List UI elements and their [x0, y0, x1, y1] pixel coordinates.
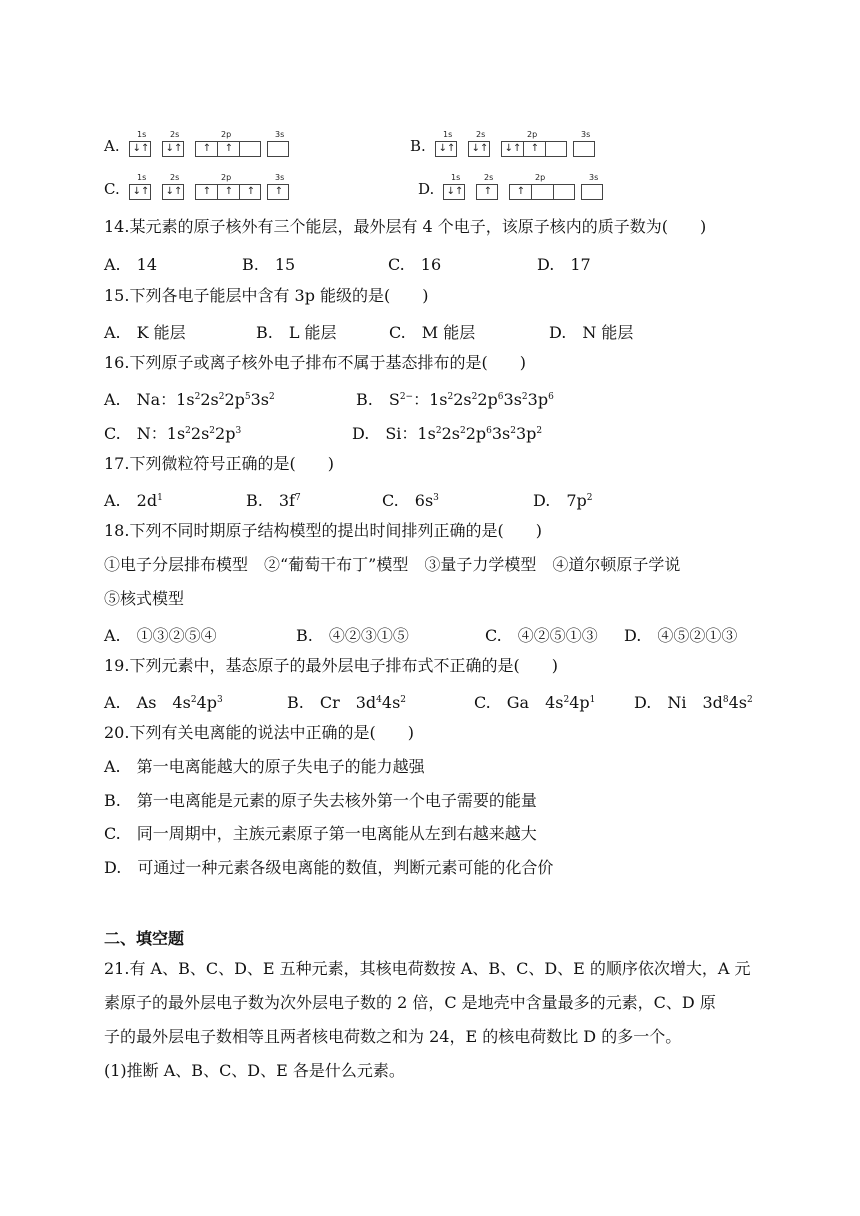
q20-option-b: B. 第一电离能是元素的原子失去核外第一个电子需要的能量	[104, 791, 537, 810]
q15-option-c: C. M 能层	[389, 323, 476, 342]
electron-arrows	[582, 185, 604, 199]
electron-arrows: ↑	[516, 186, 526, 197]
q14-option-c: C. 16	[388, 255, 442, 274]
q14-option-b: B. 15	[242, 255, 296, 274]
q20-stem: 20.下列有关电离能的说法中正确的是( )	[104, 723, 414, 742]
q14-stem: 14.某元素的原子核外有三个能层，最外层有 4 个电子，该原子核内的质子数为( )	[104, 217, 707, 236]
q21-line2: 素原子的最外层电子数为次外层电子数的 2 倍，C 是地壳中含量最多的元素，C、D 原	[104, 993, 716, 1012]
electron-arrows: ↓↑	[132, 143, 150, 154]
electron-arrows	[546, 142, 568, 156]
orbital-label: 2s	[476, 130, 486, 139]
q17-option-d: D. $7p^2$	[533, 491, 593, 510]
orbital-option-letter: D.	[418, 180, 435, 198]
orbital-diagram	[443, 173, 613, 203]
q18-option-c: C. ④②⑤①③	[485, 626, 598, 645]
orbital-box	[162, 184, 184, 200]
orbital-box	[468, 141, 490, 157]
electron-arrows	[554, 185, 576, 199]
electron-arrows: ↑	[202, 143, 212, 154]
orbital-box	[435, 141, 457, 157]
q17-option-a: A. $2d^1$	[104, 491, 163, 510]
q17-option-b: B. $3f^7$	[246, 491, 301, 510]
q16-option-b: B. $S^{2-}$：$1s^22s^22p^63s^23p^6$	[356, 390, 554, 409]
orbital-box	[195, 141, 261, 157]
orbital-label: 1s	[451, 173, 461, 182]
q17-option-c: C. $6s^3$	[382, 491, 439, 510]
q16-option-a: A. Na：$1s^22s^22p^53s^2$	[104, 390, 275, 409]
orbital-label: 3s	[589, 173, 599, 182]
q16-stem: 16.下列原子或离子核外电子排布不属于基态排布的是( )	[104, 353, 526, 372]
q19-option-b: B. Cr $3d^44s^2$	[287, 693, 407, 712]
orbital-box	[267, 184, 289, 200]
orbital-box	[129, 141, 151, 157]
electron-arrows	[532, 185, 554, 199]
q19-option-c: C. Ga $4s^24p^1$	[474, 693, 596, 712]
electron-arrows: ↓↑	[165, 186, 183, 197]
electron-arrows: ↑	[224, 186, 234, 197]
orbital-box	[509, 184, 575, 200]
electron-arrows: ↑	[246, 186, 256, 197]
orbital-box	[501, 141, 567, 157]
orbital-box	[129, 184, 151, 200]
orbital-label: 1s	[137, 173, 147, 182]
electron-arrows: ↓↑	[471, 143, 489, 154]
orbital-label: 2s	[170, 130, 180, 139]
orbital-box	[267, 141, 289, 157]
q17-stem: 17.下列微粒符号正确的是( )	[104, 454, 334, 473]
q20-option-c: C. 同一周期中，主族元素原子第一电离能从左到右越来越大	[104, 824, 537, 843]
orbital-label: 3s	[275, 130, 285, 139]
electron-arrows: ↓↑	[446, 186, 464, 197]
electron-arrows: ↓↑	[504, 143, 522, 154]
orbital-label: 3s	[275, 173, 285, 182]
orbital-option-letter: A.	[104, 137, 120, 155]
q20-option-d: D. 可通过一种元素各级电离能的数值，判断元素可能的化合价	[104, 858, 554, 877]
q15-option-d: D. N 能层	[549, 323, 634, 342]
electron-arrows: ↓↑	[438, 143, 456, 154]
orbital-diagram	[435, 130, 605, 160]
orbital-label: 2p	[535, 173, 546, 182]
orbital-label: 2p	[221, 130, 232, 139]
section-title: 二、填空题	[104, 929, 185, 948]
q21-sub1: (1)推断 A、B、C、D、E 各是什么元素。	[104, 1061, 405, 1080]
q21-line1: 21.有 A、B、C、D、E 五种元素，其核电荷数按 A、B、C、D、E 的顺序依次增大，A 元	[104, 959, 751, 978]
q15-stem: 15.下列各电子能层中含有 3p 能级的是( )	[104, 286, 429, 305]
electron-arrows	[574, 142, 596, 156]
electron-arrows	[240, 142, 262, 156]
q20-option-a: A. 第一电离能越大的原子失电子的能力越强	[104, 757, 425, 776]
orbital-label: 2p	[221, 173, 232, 182]
electron-arrows	[268, 142, 290, 156]
q18-option-a: A. ①③②⑤④	[104, 626, 217, 645]
orbital-option-letter: C.	[104, 180, 120, 198]
electron-arrows: ↑	[530, 143, 540, 154]
orbital-box	[443, 184, 465, 200]
q15-option-a: A. K 能层	[104, 323, 186, 342]
orbital-box	[476, 184, 498, 200]
q14-option-d: D. 17	[537, 255, 591, 274]
electron-arrows: ↑	[224, 143, 234, 154]
q19-stem: 19.下列元素中，基态原子的最外层电子排布式不正确的是( )	[104, 656, 558, 675]
orbital-box	[573, 141, 595, 157]
orbital-label: 2s	[484, 173, 494, 182]
orbital-option-letter: B.	[410, 137, 426, 155]
orbital-diagram	[129, 130, 299, 160]
electron-arrows: ↓↑	[132, 186, 150, 197]
q18-option-d: D. ④⑤②①③	[624, 626, 738, 645]
electron-arrows: ↑	[483, 186, 493, 197]
q18-items-line2: ⑤核式模型	[104, 589, 185, 608]
q18-items-line1: ①电子分层排布模型 ②“葡萄干布丁”模型 ③量子力学模型 ④道尔顿原子学说	[104, 555, 681, 574]
q14-option-a: A. 14	[104, 255, 158, 274]
q16-option-d: D. Si：$1s^22s^22p^63s^23p^2$	[352, 424, 543, 443]
orbital-diagram	[129, 173, 299, 203]
orbital-label: 3s	[581, 130, 591, 139]
electron-arrows: ↑	[202, 186, 212, 197]
q21-line3: 子的最外层电子数相等且两者核电荷数之和为 24，E 的核电荷数比 D 的多一个。	[104, 1027, 682, 1046]
orbital-label: 2p	[527, 130, 538, 139]
electron-arrows: ↑	[274, 186, 284, 197]
orbital-label: 2s	[170, 173, 180, 182]
q15-option-b: B. L 能层	[256, 323, 337, 342]
orbital-label: 1s	[137, 130, 147, 139]
electron-arrows: ↓↑	[165, 143, 183, 154]
q18-stem: 18.下列不同时期原子结构模型的提出时间排列正确的是( )	[104, 521, 542, 540]
orbital-box	[162, 141, 184, 157]
q19-option-a: A. As $4s^24p^3$	[104, 693, 223, 712]
orbital-box	[195, 184, 261, 200]
orbital-label: 1s	[443, 130, 453, 139]
orbital-box	[581, 184, 603, 200]
q18-option-b: B. ④②③①⑤	[296, 626, 409, 645]
q16-option-c: C. N：$1s^22s^22p^3$	[104, 424, 242, 443]
q19-option-d: D. Ni $3d^84s^2$	[634, 693, 753, 712]
